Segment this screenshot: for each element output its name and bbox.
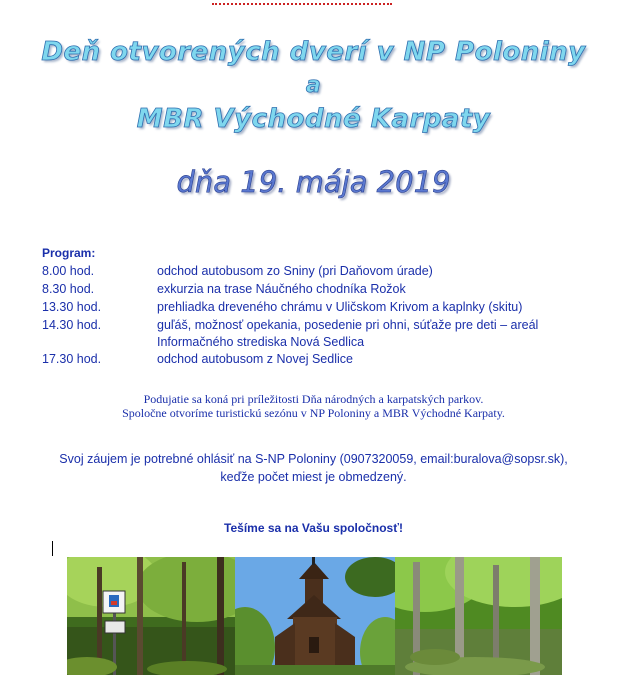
program-time: 14.30 hod. (42, 318, 102, 332)
program-description: odchod autobusom zo Sniny (pri Daňovom úrade) (157, 264, 433, 278)
wooden-church-photo (235, 557, 395, 675)
program-time: 8.00 hod. (42, 264, 95, 278)
program-description: exkurzia na trase Náučného chodníka Rožok (157, 282, 406, 296)
season-note: Spoločne otvoríme turistickú sezónu v NP Poloniny a MBR Východné Karpaty. (122, 406, 505, 420)
text-cursor (52, 541, 53, 556)
program-description-continuation: Informačného strediska Nová Sedlica (157, 335, 365, 349)
closing-greeting: Tešíme sa na Vašu spoločnosť! (224, 521, 403, 535)
occasion-note: Podujatie sa koná pri príležitosti Dňa národných a karpatských parkov. (143, 392, 484, 406)
program-label: Program: (42, 246, 96, 260)
program-row-continuation (0, 335, 627, 353)
beech-forest-photo (395, 557, 562, 675)
program-time: 17.30 hod. (42, 352, 102, 366)
event-title-connector: a (305, 73, 322, 98)
program-row (0, 300, 627, 318)
program-description: guľáš, možnosť opekania, posedenie pri ohni, súťaže pre deti – areál (157, 318, 539, 332)
program-time: 8.30 hod. (42, 282, 95, 296)
program-row (0, 264, 627, 282)
top-decorative-line (212, 0, 392, 5)
capacity-notice: keďže počet miest je obmedzený. (220, 470, 407, 484)
program-row (0, 352, 627, 370)
program-row (0, 282, 627, 300)
program-description: odchod autobusom z Novej Sedlice (157, 352, 353, 366)
event-title-line2: MBR Východné Karpaty (136, 104, 491, 134)
event-title-line1: Deň otvorených dverí v NP Poloniny (41, 37, 586, 67)
registration-contact: Svoj záujem je potrebné ohlásiť na S-NP Poloniny (0907320059, email:buralova@sopsr.sk), (59, 452, 568, 466)
program-time: 13.30 hod. (42, 300, 102, 314)
program-description: prehliadka dreveného chrámu v Uličskom Krivom a kaplnky (skitu) (157, 300, 523, 314)
event-date: dňa 19. mája 2019 (176, 165, 451, 199)
program-row (0, 318, 627, 336)
forest-trail-sign-photo (67, 557, 235, 675)
